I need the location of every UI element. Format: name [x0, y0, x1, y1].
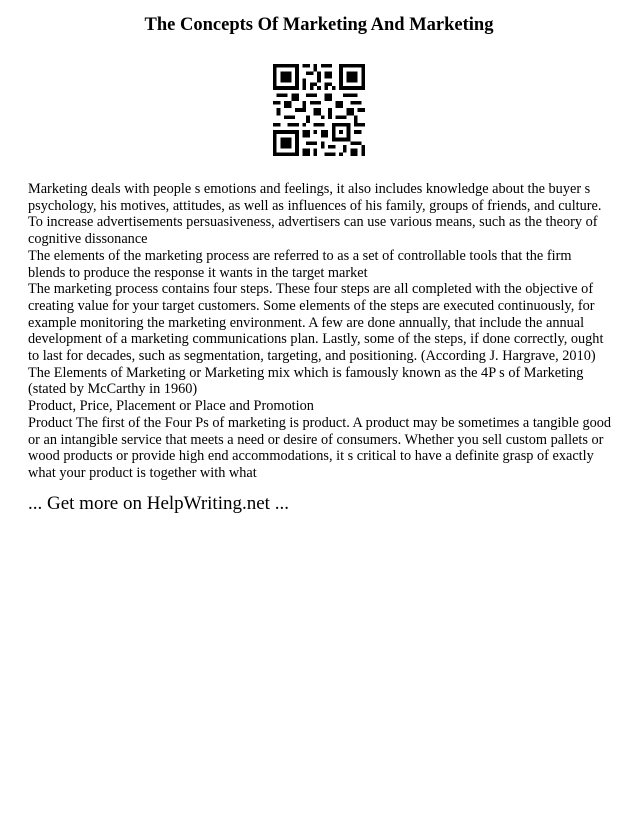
- get-more-link[interactable]: ... Get more on HelpWriting.net ...: [28, 493, 289, 514]
- paragraph: Product, Price, Placement or Place and Promotion: [28, 398, 314, 415]
- paragraph: Product The first of the Four Ps of marketing is product. A product may be sometimes a tangible good or an intangible service that meets a need or desire of consumers. Whether you sell custom pallets or wood products or provide high end accommodations, it s critical to have a definite grasp of exactly what your product is together with what: [28, 414, 612, 481]
- article-body: [28, 181, 612, 482]
- page-title: The Concepts Of Marketing And Marketing: [144, 15, 494, 35]
- qr-code-icon: [273, 64, 365, 156]
- paragraph: Marketing deals with people s emotions and feelings, it also includes knowledge about the buyer s psychology, his motives, attitudes, as well as influences of his family, groups of friends, and culture. To increase advertisements persuasiveness, advertisers can use various means, such as the theory of cognitive dissonance: [28, 181, 602, 248]
- paragraph: The marketing process contains four steps. These four steps are all completed with the objective of creating value for your target customers. Some elements of the steps are executed continuously, for example monitoring the marketing environment. A few are done annually, that include the annual development of a marketing communications plan. Lastly, some of the steps, if done correctly, ought to last for decades, such as segmentation, targeting, and positioning. (According J. Hargrave, 2010): [28, 281, 604, 365]
- paragraph: The elements of the marketing process are referred to as a set of controllable tools that the firm blends to produce the response it wants in the target market: [28, 247, 572, 281]
- paragraph: The Elements of Marketing or Marketing mix which is famously known as the 4P s of Marketing (stated by McCarthy in 1960): [28, 364, 584, 398]
